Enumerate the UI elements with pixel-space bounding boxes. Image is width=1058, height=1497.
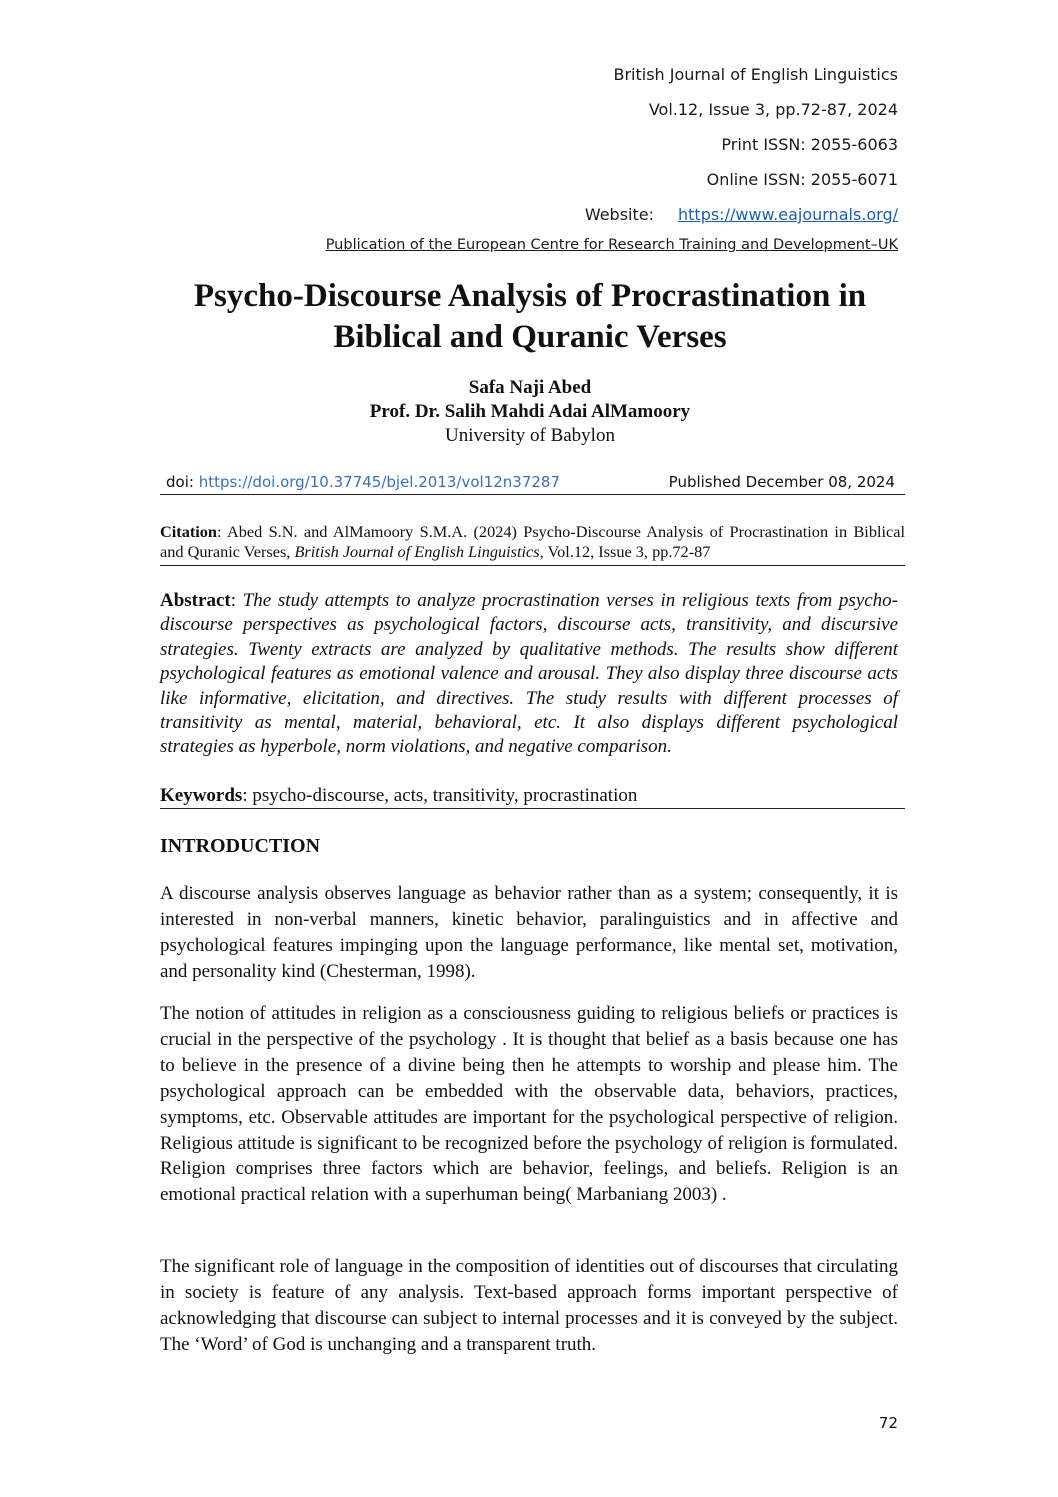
- author-block: [130, 376, 930, 448]
- journal-volume: Vol.12, Issue 3, pp.72-87, 2024: [648, 100, 898, 119]
- website-row: [326, 202, 898, 235]
- website-label: Website:: [584, 205, 654, 224]
- citation-journal: British Journal of English Linguistics: [294, 542, 540, 561]
- citation: [160, 522, 905, 566]
- doi-link[interactable]: https://doi.org/10.37745/bjel.2013/vol12n37287: [198, 473, 560, 491]
- abstract-label: Abstract: [160, 590, 231, 611]
- author-1: Safa Naji Abed: [468, 377, 592, 398]
- doi-row: [160, 472, 905, 495]
- paragraph-3: The significant role of language in the composition of identities out of discourses that circulating in society is feature of any analysis. Text-based approach forms important perspective of acknowledging that discourse can subject to internal processes and it is conveyed by the subject. The ‘Word’ of God is unchanging and a transparent truth.: [160, 1256, 898, 1355]
- journal-header: [326, 62, 898, 259]
- journal-name: British Journal of English Linguistics: [613, 65, 898, 84]
- citation-label: Citation: [160, 522, 217, 541]
- website-link[interactable]: https://www.eajournals.org/: [678, 205, 898, 224]
- citation-details: , Vol.12, Issue 3, pp.72-87: [539, 542, 711, 561]
- doi-label: doi:: [166, 473, 194, 491]
- abstract-text: The study attempts to analyze procrastination verses in religious texts from psycho-discourse perspectives as psychological factors, discourse acts, transitivity, and discursive strategies. Twenty extracts are analyzed by qualitative methods. The results show different psychological features as emotional valence and arousal. They also display three discourse acts like informative, elicitation, and directives. The study results with different processes of transitivity as mental, material, behavioral, etc. It also displays different psychological strategies as hyperbole, norm violations, and negative comparison.: [160, 590, 899, 758]
- keywords: [160, 784, 905, 809]
- citation-text: : Abed S.N. and AlMamoory S.M.A. (2024) Psycho-Discourse Analysis of Procrastination in Biblical and Quranic Verses,: [160, 522, 905, 561]
- section-heading-introduction: INTRODUCTION: [160, 835, 321, 857]
- title-line-1: Psycho-Discourse Analysis of Procrastination in: [193, 278, 867, 314]
- print-issn: Print ISSN: 2055-6063: [721, 135, 898, 154]
- affiliation: University of Babylon: [445, 425, 615, 446]
- paragraph-1: A discourse analysis observes language as behavior rather than as a system; consequently, it is interested in non-verbal manners, kinetic behavior, paralinguistics and in affective and psychological features impinging upon the language performance, like mental set, motivation, and personality kind (Chesterman, 1998).: [160, 883, 898, 982]
- doi: [166, 473, 560, 491]
- abstract: Abstract: The study attempts to analyze procrastination verses in religious texts from psycho-discourse perspectives as psychological factors, discourse acts, transitivity, and discursive strategies. Twenty extracts are analyzed by qualitative methods. The results show different psychological features as emotional valence and arousal. They also display three discourse acts like informative, elicitation, and directives. The study results with different processes of transitivity as mental, material, behavioral, etc. It also displays different psychological strategies as hyperbole, norm violations, and negative comparison.: [160, 590, 899, 758]
- keywords-text: : psycho-discourse, acts, transitivity, procrastination: [242, 785, 638, 806]
- title-line-2: Biblical and Quranic Verses: [333, 319, 727, 355]
- published-date: Published December 08, 2024: [668, 473, 895, 491]
- paper-title: [120, 276, 940, 358]
- paragraph-2: The notion of attitudes in religion as a consciousness guiding to religious beliefs or practices is crucial in the perspective of the psychology . It is thought that belief as a basis because one has to believe in the presence of a divine being then he attempts to worship and please him. The psychological approach can be embedded with the observable data, behaviors, practices, symptoms, etc. Observable attitudes are important for the psychological perspective of religion. Religious attitude is significant to be recognized before the psychology of religion is formulated. Religion comprises three factors which are behavior, feelings, and beliefs. Religion is an emotional practical relation with a superhuman being( Marbaniang 2003) .: [160, 1003, 898, 1206]
- page-number: 72: [878, 1414, 898, 1432]
- online-issn: Online ISSN: 2055-6071: [706, 170, 898, 189]
- keywords-label: Keywords: [160, 785, 243, 806]
- author-2: Prof. Dr. Salih Mahdi Adai AlMamoory: [369, 401, 691, 422]
- publisher-line: Publication of the European Centre for Research Training and Development–UK: [325, 237, 898, 253]
